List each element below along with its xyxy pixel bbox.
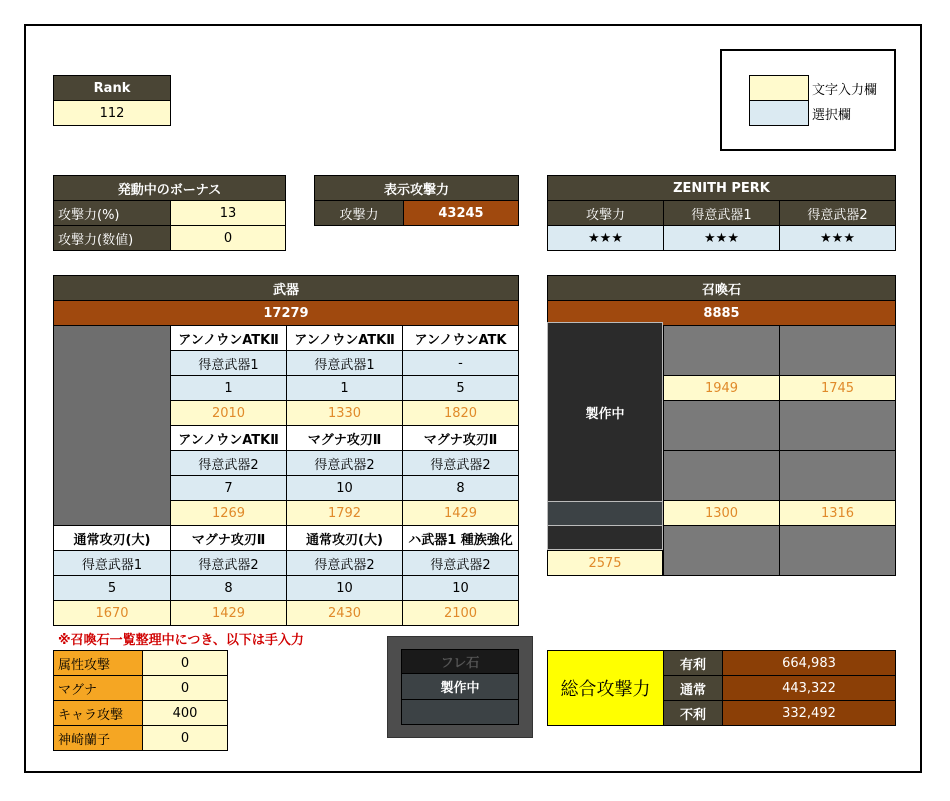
display-attack-label: 攻撃力: [314, 200, 404, 226]
manual-label: 神崎蘭子: [53, 725, 143, 751]
zenith-col-header: 攻撃力: [547, 200, 664, 226]
weapon-name: 通常攻刃(大): [286, 525, 403, 551]
summons-header: 召喚石: [547, 275, 896, 301]
weapon-level-select[interactable]: 8: [170, 575, 287, 601]
weapon-name: マグナ攻刃Ⅱ: [402, 425, 519, 451]
weapon-name: ハ武器1 種族強化: [402, 525, 519, 551]
summon-attack-input[interactable]: 1300: [663, 500, 780, 526]
manual-label: マグナ: [53, 675, 143, 701]
weapon-level-select[interactable]: 8: [402, 475, 519, 501]
weapon-type-select[interactable]: 得意武器1: [53, 550, 171, 576]
display-attack-value: 43245: [403, 200, 519, 226]
weapon-type-select[interactable]: -: [402, 350, 519, 376]
weapon-name: 通常攻刃(大): [53, 525, 171, 551]
display-attack-header: 表示攻撃力: [314, 175, 519, 201]
weapon-type-select[interactable]: 得意武器2: [402, 450, 519, 476]
weapon-level-select[interactable]: 7: [170, 475, 287, 501]
manual-input[interactable]: 0: [142, 675, 228, 701]
manual-input-note: ※召喚石一覧整理中につき、以下は手入力: [58, 633, 304, 648]
weapon-level-select[interactable]: 5: [402, 375, 519, 401]
weapon-type-select[interactable]: 得意武器2: [170, 550, 287, 576]
weapon-name: マグナ攻刃Ⅱ: [286, 425, 403, 451]
summon-image: [663, 400, 780, 451]
weapon-level-select[interactable]: 10: [286, 475, 403, 501]
total-attack-label: 不利: [663, 700, 723, 726]
summon-attack-input[interactable]: 1949: [663, 375, 780, 401]
zenith-select[interactable]: ★★★: [547, 225, 664, 251]
weapon-level-select[interactable]: 1: [170, 375, 287, 401]
total-attack-value: 332,492: [722, 700, 896, 726]
weapon-attack-input[interactable]: 1330: [286, 400, 403, 426]
weapon-attack-input[interactable]: 1792: [286, 500, 403, 526]
weapon-attack-input[interactable]: 1820: [402, 400, 519, 426]
summon-image: [663, 525, 780, 576]
summon-image: [663, 325, 780, 376]
zenith-header: ZENITH PERK: [547, 175, 896, 201]
bonus-input[interactable]: 0: [170, 225, 286, 251]
summons-total: 8885: [547, 300, 896, 326]
main-summon-image: 製作中: [547, 322, 663, 502]
weapon-type-select[interactable]: 得意武器2: [286, 550, 403, 576]
manual-input[interactable]: 0: [142, 725, 228, 751]
weapon-type-select[interactable]: 得意武器2: [170, 450, 287, 476]
zenith-select[interactable]: ★★★: [779, 225, 896, 251]
summon-image: [779, 450, 896, 501]
main-weapon-image: [53, 325, 171, 526]
weapon-name: アンノウンATKⅡ: [286, 325, 403, 351]
summon-image: [779, 400, 896, 451]
rank-header: Rank: [53, 75, 171, 101]
weapons-total: 17279: [53, 300, 519, 326]
summon-attack-input[interactable]: 1745: [779, 375, 896, 401]
manual-input[interactable]: 0: [142, 650, 228, 676]
zenith-select[interactable]: ★★★: [663, 225, 780, 251]
summon-image: [779, 325, 896, 376]
friend-stone-status[interactable]: 製作中: [401, 673, 519, 700]
weapon-name: アンノウンATK: [402, 325, 519, 351]
rank-input[interactable]: 112: [53, 100, 171, 126]
summon-attack-input[interactable]: 2575: [547, 550, 663, 576]
weapon-name: アンノウンATKⅡ: [170, 425, 287, 451]
legend-select-label: 選択欄: [812, 107, 852, 123]
weapon-level-select[interactable]: 10: [402, 575, 519, 601]
total-attack-label: 通常: [663, 675, 723, 701]
weapon-level-select[interactable]: 1: [286, 375, 403, 401]
weapon-attack-input[interactable]: 1670: [53, 600, 171, 626]
total-attack-value: 443,322: [722, 675, 896, 701]
manual-label: 属性攻撃: [53, 650, 143, 676]
total-attack-title: 総合攻撃力: [547, 650, 664, 726]
weapon-attack-input[interactable]: 2100: [402, 600, 519, 626]
bonus-header: 発動中のボーナス: [53, 175, 286, 201]
weapon-type-select[interactable]: 得意武器1: [286, 350, 403, 376]
zenith-col-header: 得意武器2: [779, 200, 896, 226]
legend-input-label: 文字入力欄: [812, 82, 878, 98]
weapon-type-select[interactable]: 得意武器2: [402, 550, 519, 576]
summon-image: [663, 450, 780, 501]
bonus-input[interactable]: 13: [170, 200, 286, 226]
total-attack-label: 有利: [663, 650, 723, 676]
friend-stone-bar: [401, 699, 519, 725]
manual-input[interactable]: 400: [142, 700, 228, 726]
summon-attack-input[interactable]: 1316: [779, 500, 896, 526]
manual-label: キャラ攻撃: [53, 700, 143, 726]
bonus-label: 攻撃力(%): [53, 200, 171, 226]
legend-select-swatch: [749, 100, 809, 126]
weapon-attack-input[interactable]: 1429: [170, 600, 287, 626]
weapon-level-select[interactable]: 10: [286, 575, 403, 601]
summon-image: [779, 525, 896, 576]
weapon-attack-input[interactable]: 2010: [170, 400, 287, 426]
main-summon-image-bar: [547, 525, 663, 550]
weapon-attack-input[interactable]: 2430: [286, 600, 403, 626]
zenith-col-header: 得意武器1: [663, 200, 780, 226]
bonus-label: 攻撃力(数値): [53, 225, 171, 251]
main-summon-image-bar: [547, 501, 663, 526]
weapon-name: アンノウンATKⅡ: [170, 325, 287, 351]
weapons-header: 武器: [53, 275, 519, 301]
legend-input-swatch: [749, 75, 809, 101]
weapon-attack-input[interactable]: 1429: [402, 500, 519, 526]
weapon-level-select[interactable]: 5: [53, 575, 171, 601]
total-attack-value: 664,983: [722, 650, 896, 676]
weapon-name: マグナ攻刃Ⅱ: [170, 525, 287, 551]
weapon-type-select[interactable]: 得意武器1: [170, 350, 287, 376]
weapon-type-select[interactable]: 得意武器2: [286, 450, 403, 476]
friend-stone-title: フレ石: [401, 649, 519, 674]
weapon-attack-input[interactable]: 1269: [170, 500, 287, 526]
